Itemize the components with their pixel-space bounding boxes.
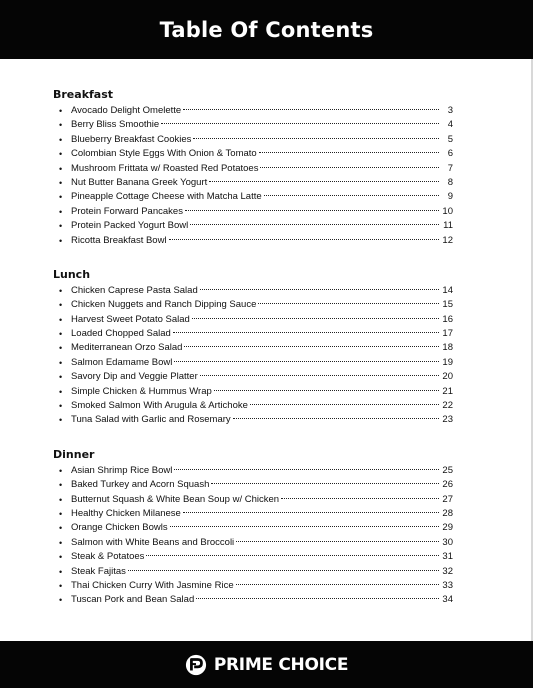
toc-entry-page: 26: [442, 479, 453, 491]
toc-entry[interactable]: [53, 162, 453, 176]
dot-leader: [236, 584, 439, 585]
toc-entry[interactable]: [53, 413, 453, 427]
toc-entry-title: • Ricotta Breakfast Bowl: [71, 234, 167, 246]
dot-leader: [281, 498, 439, 499]
toc-entry-page: 23: [442, 414, 453, 426]
dot-leader: [233, 418, 439, 419]
toc-entry-page: 5: [447, 133, 453, 145]
toc-entry[interactable]: [53, 579, 453, 593]
toc-entry[interactable]: [53, 205, 453, 219]
toc-list: [53, 284, 453, 428]
toc-entry[interactable]: [53, 521, 453, 535]
toc-entry-title: • Mediterranean Orzo Salad: [71, 342, 183, 354]
toc-entry-title: • Tuna Salad with Garlic and Rosemary: [71, 414, 231, 426]
toc-entry-title: • Chicken Nuggets and Ranch Dipping Sauce: [71, 299, 257, 311]
toc-entry-title: • Harvest Sweet Potato Salad: [71, 313, 190, 325]
dot-leader: [196, 598, 439, 599]
toc-entry-page: 34: [442, 594, 453, 606]
toc-entry-title: • Salmon with White Beans and Broccoli: [71, 536, 235, 548]
brand-name: PRIME CHOICE: [213, 654, 349, 675]
toc-entry[interactable]: [53, 313, 453, 327]
toc-entry-title: • Baked Turkey and Acorn Squash: [71, 479, 210, 491]
dot-leader: [190, 224, 439, 225]
dot-leader: [250, 404, 439, 405]
toc-entry-title: • Chicken Caprese Pasta Salad: [71, 284, 198, 296]
toc-entry[interactable]: [53, 147, 453, 161]
dot-leader: [161, 123, 439, 124]
dot-leader: [173, 332, 439, 333]
toc-entry-title: • Steak Fajitas: [71, 565, 126, 577]
toc-entry-title: • Asian Shrimp Rice Bowl: [71, 464, 173, 476]
dot-leader: [200, 375, 439, 376]
toc-entry-page: 7: [447, 162, 453, 174]
toc-entry[interactable]: [53, 593, 453, 607]
toc-entry[interactable]: [53, 507, 453, 521]
toc-entry[interactable]: [53, 176, 453, 190]
footer-bar: [0, 641, 533, 688]
toc-entry-page: 31: [442, 551, 453, 563]
page-title: Table Of Contents: [159, 17, 374, 42]
dot-leader: [211, 483, 439, 484]
toc-entry-page: 14: [442, 284, 453, 296]
toc-entry[interactable]: [53, 464, 453, 478]
toc-entry-page: 20: [442, 371, 453, 383]
toc-content: [53, 87, 453, 608]
toc-entry-title: • Protein Forward Pancakes: [71, 205, 183, 217]
toc-entry-page: 4: [447, 119, 453, 131]
toc-entry-title: • Simple Chicken & Hummus Wrap: [71, 385, 212, 397]
toc-entry-title: • Nut Butter Banana Greek Yogurt: [71, 176, 208, 188]
toc-entry-page: 15: [442, 299, 453, 311]
toc-entry[interactable]: [53, 493, 453, 507]
dot-leader: [128, 570, 439, 571]
toc-entry[interactable]: [53, 298, 453, 312]
toc-entry-page: 25: [442, 464, 453, 476]
section-lunch: [53, 267, 453, 428]
toc-entry-title: • Berry Bliss Smoothie: [71, 119, 160, 131]
toc-entry-page: 33: [442, 579, 453, 591]
toc-entry-page: 27: [442, 493, 453, 505]
toc-entry[interactable]: [53, 478, 453, 492]
toc-entry-page: 10: [442, 205, 453, 217]
dot-leader: [259, 152, 439, 153]
toc-entry-page: 21: [442, 385, 453, 397]
toc-entry[interactable]: [53, 370, 453, 384]
dot-leader: [184, 346, 439, 347]
toc-entry-title: • Butternut Squash & White Bean Soup w/ Chicken: [71, 493, 280, 505]
dot-leader: [209, 181, 439, 182]
toc-entry-title: • Orange Chicken Bowls: [71, 522, 168, 534]
toc-entry-page: 22: [442, 400, 453, 412]
dot-leader: [169, 239, 439, 240]
toc-entry-page: 6: [447, 148, 453, 160]
dot-leader: [214, 390, 439, 391]
toc-entry-title: • Mushroom Frittata w/ Roasted Red Potatoes: [71, 162, 259, 174]
toc-entry-page: 28: [442, 507, 453, 519]
toc-entry-title: • Salmon Edamame Bowl: [71, 356, 173, 368]
brand: [185, 654, 348, 676]
toc-entry[interactable]: [53, 118, 453, 132]
section-title: Dinner: [53, 447, 95, 461]
toc-entry-title: • Loaded Chopped Salad: [71, 328, 171, 340]
dot-leader: [260, 167, 439, 168]
toc-entry-title: • Steak & Potatoes: [71, 551, 145, 563]
toc-entry[interactable]: [53, 133, 453, 147]
toc-entry-page: 18: [442, 342, 453, 354]
toc-entry-page: 29: [442, 522, 453, 534]
header-bar: [0, 0, 533, 59]
toc-entry-title: • Blueberry Breakfast Cookies: [71, 133, 192, 145]
toc-entry[interactable]: [53, 327, 453, 341]
dot-leader: [258, 303, 439, 304]
dot-leader: [146, 555, 439, 556]
toc-entry-page: 9: [447, 191, 453, 203]
toc-entry-title: • Savory Dip and Veggie Platter: [71, 371, 198, 383]
toc-entry-title: • Healthy Chicken Milanese: [71, 507, 181, 519]
dot-leader: [200, 289, 439, 290]
dot-leader: [236, 541, 439, 542]
toc-entry-page: 17: [442, 328, 453, 340]
dot-leader: [183, 109, 439, 110]
prime-choice-logo-icon: [185, 654, 207, 676]
dot-leader: [192, 318, 439, 319]
toc-entry-page: 3: [447, 105, 453, 116]
toc-entry-page: 16: [442, 313, 453, 325]
toc-entry-page: 12: [442, 234, 453, 246]
toc-entry[interactable]: [53, 399, 453, 413]
toc-entry-title: • Avocado Delight Omelette: [71, 105, 182, 116]
toc-entry-title: • Protein Packed Yogurt Bowl: [71, 220, 189, 232]
toc-entry[interactable]: [53, 341, 453, 355]
dot-leader: [264, 195, 439, 196]
toc-entry-page: 11: [443, 220, 453, 232]
dot-leader: [170, 526, 439, 527]
toc-list: [53, 104, 453, 248]
section-title: Lunch: [53, 267, 91, 281]
toc-entry[interactable]: [53, 536, 453, 550]
toc-entry-title: • Pineapple Cottage Cheese with Matcha Latte: [71, 191, 262, 203]
toc-entry-page: 32: [442, 565, 453, 577]
toc-list: [53, 464, 453, 608]
toc-entry[interactable]: [53, 284, 453, 298]
toc-entry[interactable]: [53, 385, 453, 399]
toc-entry[interactable]: [53, 234, 453, 248]
section-dinner: [53, 447, 453, 608]
toc-entry-page: 30: [442, 536, 453, 548]
section-title: Breakfast: [53, 88, 114, 101]
toc-entry-title: • Thai Chicken Curry With Jasmine Rice: [71, 579, 234, 591]
toc-entry[interactable]: [53, 219, 453, 233]
section-breakfast: [53, 87, 453, 248]
toc-entry[interactable]: [53, 190, 453, 204]
toc-entry-title: • Tuscan Pork and Bean Salad: [71, 594, 195, 606]
toc-entry[interactable]: [53, 550, 453, 564]
dot-leader: [174, 469, 439, 470]
toc-entry[interactable]: [53, 565, 453, 579]
toc-entry-title: • Colombian Style Eggs With Onion & Tomato: [71, 148, 257, 160]
dot-leader: [185, 210, 439, 211]
toc-entry-page: 8: [447, 176, 453, 188]
dot-leader: [174, 361, 439, 362]
toc-entry[interactable]: [53, 356, 453, 370]
toc-entry-title: • Smoked Salmon With Arugula & Artichoke: [71, 400, 248, 412]
dot-leader: [193, 138, 439, 139]
toc-entry-page: 19: [442, 356, 453, 368]
dot-leader: [183, 512, 439, 513]
toc-entry[interactable]: [53, 104, 453, 118]
